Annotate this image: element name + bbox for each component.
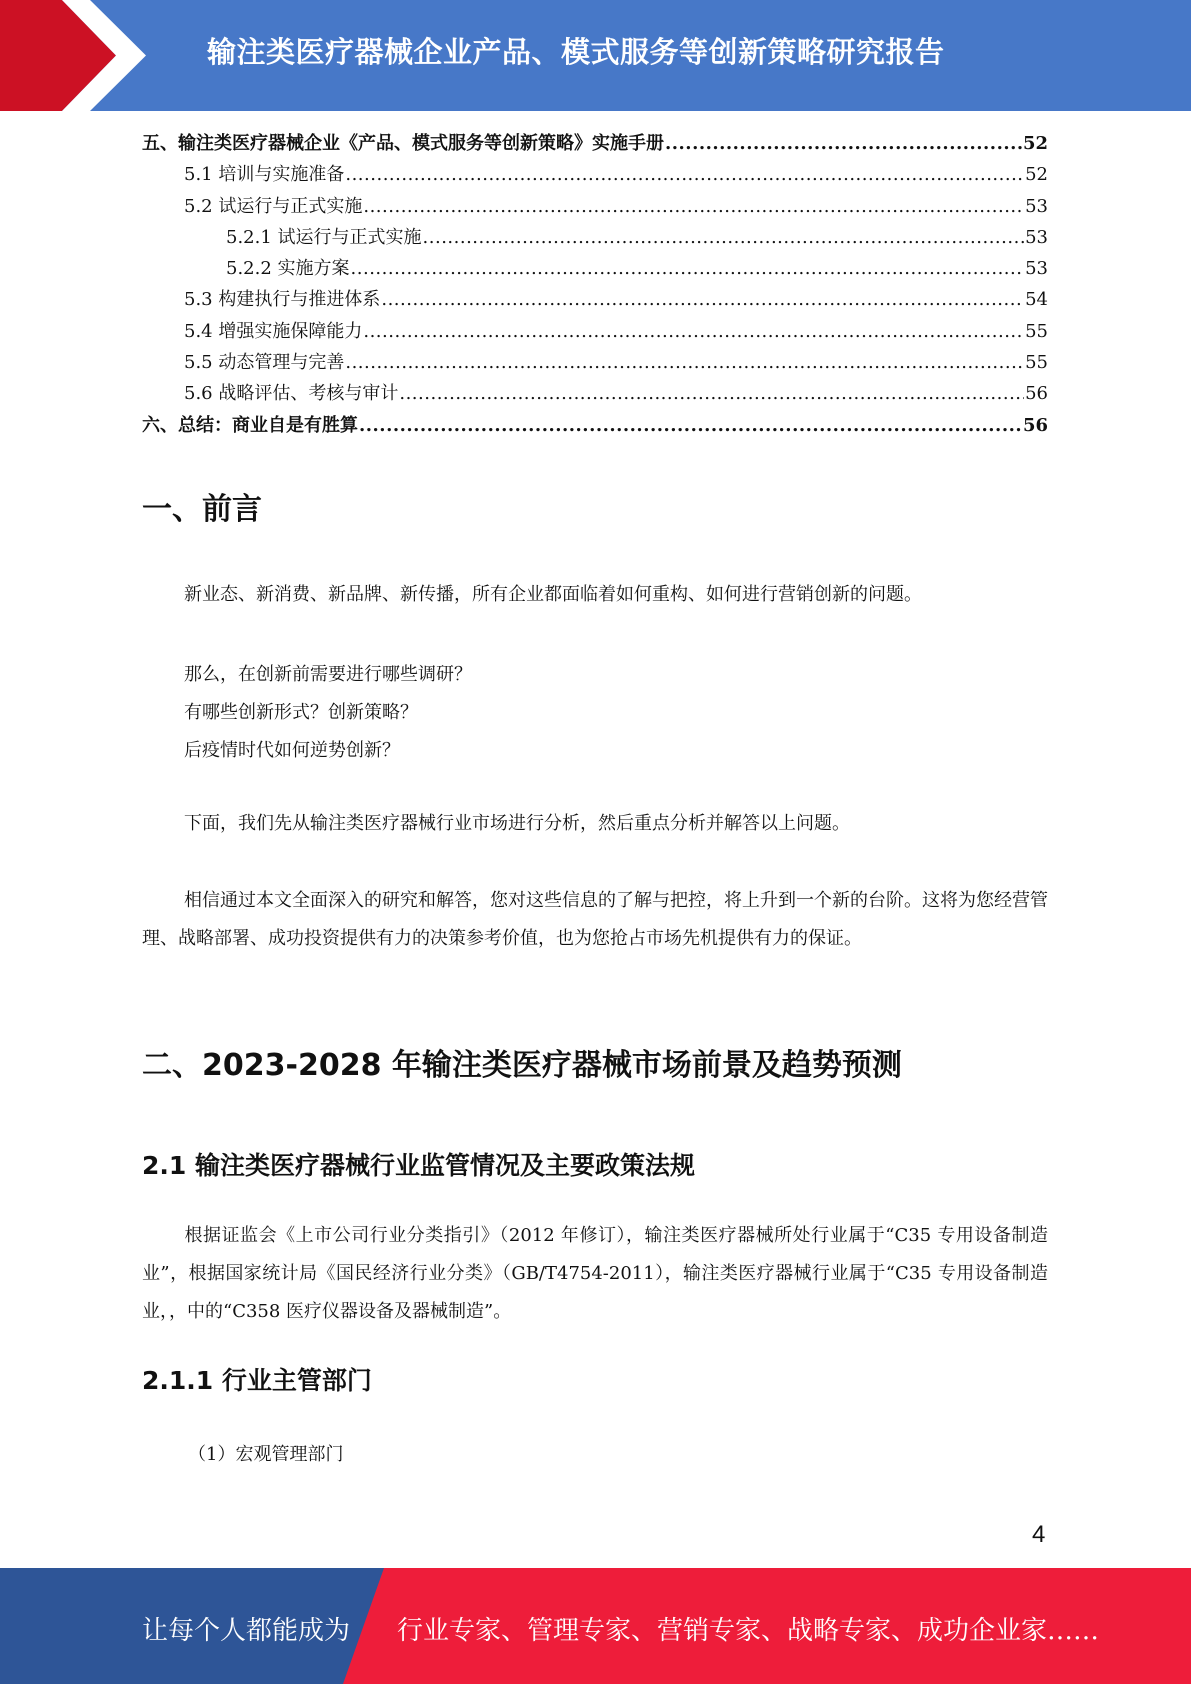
toc-entry-title: 5.3 构建执行与推进体系	[184, 289, 381, 311]
toc-dot-leader	[345, 347, 1024, 378]
paragraph: 新业态、新消费、新品牌、新传播，所有企业都面临着如何重构、如何进行营销创新的问题。	[184, 584, 922, 605]
paragraph: 下面，我们先从输注类医疗器械行业市场进行分析，然后重点分析并解答以上问题。	[184, 813, 850, 834]
toc-entry-title: 5.6 战略评估、考核与审计	[184, 383, 399, 405]
toc-entry[interactable]	[142, 316, 1048, 347]
table-of-contents	[142, 128, 1048, 441]
report-title: 输注类医疗器械企业产品、模式服务等创新策略研究报告	[207, 35, 945, 69]
toc-entry-title: 六、总结：商业自是有胜算	[142, 414, 358, 436]
toc-entry-title: 5.2 试运行与正式实施	[184, 195, 363, 217]
subsection-heading: 2.1 输注类医疗器械行业监管情况及主要政策法规	[142, 1151, 695, 1180]
toc-entry-page: 53	[1025, 195, 1048, 217]
footer-slogan-right: 行业专家、管理专家、营销专家、战略专家、成功企业家……	[397, 1616, 1100, 1646]
toc-entry[interactable]	[142, 347, 1048, 378]
question-line: 后疫情时代如何逆势创新？	[184, 740, 400, 761]
footer-slogan-left: 让每个人都能成为	[142, 1616, 351, 1646]
toc-entry-title: 5.5 动态管理与完善	[184, 352, 345, 374]
question-line: 那么，在创新前需要进行哪些调研？	[184, 664, 472, 685]
toc-entry-title: 5.4 增强实施保障能力	[184, 320, 363, 342]
toc-entry[interactable]	[142, 378, 1048, 409]
toc-entry[interactable]	[142, 410, 1048, 441]
toc-entry-title: 5.1 培训与实施准备	[184, 164, 345, 186]
toc-dot-leader	[351, 253, 1025, 284]
toc-entry-page: 53	[1025, 258, 1048, 280]
page-footer	[0, 1568, 1191, 1684]
section-heading-forecast: 二、2023-2028 年输注类医疗器械市场前景及趋势预测	[142, 1048, 902, 1083]
paragraph: 相信通过本文全面深入的研究和解答，您对这些信息的了解与把控，将上升到一个新的台阶。这将为您经营管理、战略部署、成功投资提供有力的决策参考价值，也为您抢占市场先机提供有力的保证。	[142, 890, 1048, 949]
page-number: 4	[1032, 1521, 1046, 1548]
toc-dot-leader	[399, 378, 1024, 409]
question-line: 有哪些创新形式？创新策略？	[184, 702, 418, 723]
toc-dot-leader	[363, 316, 1024, 347]
toc-dot-leader	[363, 191, 1024, 222]
section-heading-preface: 一、前言	[142, 492, 262, 527]
list-item: （1）宏观管理部门	[188, 1444, 344, 1465]
toc-entry-page: 56	[1025, 383, 1048, 405]
toc-entry-page: 52	[1025, 164, 1048, 186]
toc-dot-leader	[359, 410, 1022, 441]
toc-entry[interactable]	[142, 253, 1048, 284]
toc-entry-page: 53	[1025, 226, 1048, 248]
toc-entry-title: 五、输注类医疗器械企业《产品、模式服务等创新策略》实施手册	[142, 133, 664, 154]
subsubsection-heading: 2.1.1 行业主管部门	[142, 1366, 372, 1395]
toc-dot-leader	[345, 159, 1024, 190]
toc-entry[interactable]	[142, 128, 1048, 159]
toc-dot-leader	[665, 128, 1022, 159]
paragraph: 根据证监会《上市公司行业分类指引》（2012 年修订），输注类医疗器械所处行业属于“C35 专用设备制造业”，根据国家统计局《国民经济行业分类》（GB/T4754-2011），输注类医疗器械行业属于“C35 专用设备制造业，，中的“C358 医疗仪器设备及器械制造”。	[142, 1225, 1048, 1322]
toc-entry-page: 56	[1022, 414, 1048, 436]
toc-entry[interactable]	[142, 191, 1048, 222]
toc-entry[interactable]	[142, 159, 1048, 190]
toc-dot-leader	[381, 284, 1024, 315]
toc-entry[interactable]	[142, 284, 1048, 315]
toc-entry-page: 55	[1025, 320, 1048, 342]
header-arrow-decoration	[0, 0, 155, 111]
toc-entry[interactable]	[142, 222, 1048, 253]
toc-entry-title: 5.2.1 试运行与正式实施	[226, 226, 422, 248]
toc-dot-leader	[423, 222, 1025, 253]
toc-entry-page: 55	[1025, 352, 1048, 374]
toc-entry-page: 54	[1025, 289, 1048, 311]
page-header	[0, 0, 1191, 111]
toc-entry-title: 5.2.2 实施方案	[226, 258, 350, 280]
toc-entry-page: 52	[1022, 133, 1048, 154]
